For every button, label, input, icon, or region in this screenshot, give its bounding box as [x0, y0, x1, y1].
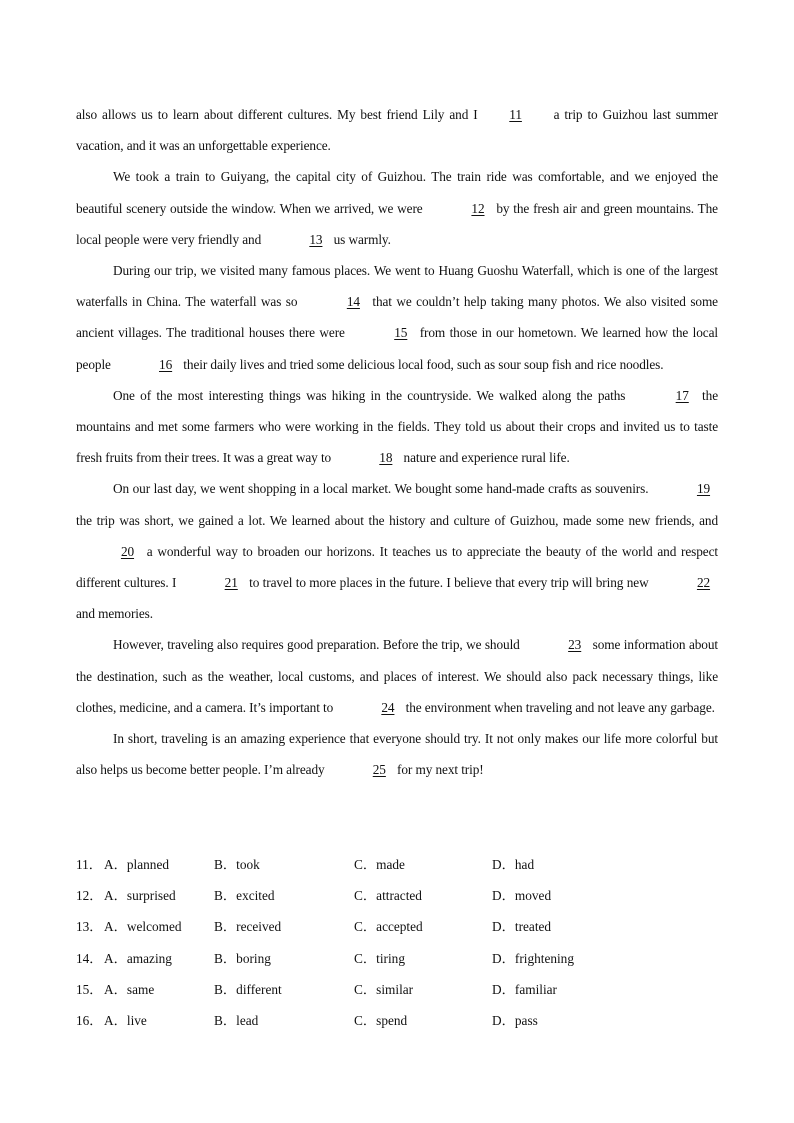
passage-text: the mountains and met some farmers who were working in the fields. They told us about their crops and invited us to taste fresh fruits from their trees. It was a great way to	[76, 387, 718, 466]
blank-17: 17	[675, 387, 689, 403]
option-c[interactable]: C．made	[354, 857, 405, 873]
blank-20: 20	[120, 543, 135, 559]
paragraph-4	[76, 380, 718, 474]
option-a[interactable]: A．amazing	[104, 950, 172, 966]
option-b[interactable]: B．excited	[214, 888, 275, 904]
option-c[interactable]: C．attracted	[354, 888, 422, 904]
passage-text: the environment when traveling and not leave any garbage.	[402, 699, 715, 715]
paragraph-2	[76, 161, 718, 255]
option-b[interactable]: B．received	[214, 919, 282, 935]
option-d[interactable]: D．pass	[492, 1013, 538, 1029]
blank-19: 19	[696, 481, 711, 497]
passage-text: their daily lives and tried some delicious local food, such as sour soup fish and rice noodles.	[180, 356, 664, 372]
passage-text: nature and experience rural life.	[400, 450, 570, 466]
blank-11: 11	[509, 107, 522, 122]
option-b[interactable]: B．lead	[214, 1013, 259, 1029]
question-row-15	[76, 973, 718, 1004]
option-b[interactable]: B．boring	[214, 950, 271, 966]
passage-text: One of the most interesting things was hiking in the countryside. We walked along the paths	[113, 387, 631, 403]
option-c[interactable]: C．tiring	[354, 950, 405, 966]
option-d[interactable]: D．treated	[492, 919, 552, 935]
passage-text: some information about the destination, such as the weather, local customs, and places of interest. We should also pack necessary things, like clothes, medicine, and a camera. It’s important to	[76, 637, 718, 715]
passage-text: In short, traveling is an amazing experience that everyone should try. It not only makes our life more colorful but also helps us become better people. I’m already	[76, 731, 718, 778]
question-number: 12．	[76, 888, 103, 904]
passage-text: a wonderful way to broaden our horizons. It teaches us to appreciate the beauty of the world and respect different cultures. I	[76, 543, 718, 591]
passage-text: a trip to Guizhou last summer vacation, and it was an unforgettable experience.	[76, 107, 718, 154]
option-d[interactable]: D．frightening	[492, 950, 574, 966]
option-d[interactable]: D．had	[492, 857, 535, 873]
blank-18: 18	[379, 450, 393, 466]
passage-text: that we couldn’t help taking many photos. We also visited some ancient villages. The traditional houses there were	[76, 294, 718, 341]
passage-text: On our last day, we went shopping in a local market. We bought some hand-made crafts as souvenirs.	[113, 481, 652, 497]
option-a[interactable]: A．welcomed	[104, 919, 182, 935]
question-row-12	[76, 879, 718, 910]
question-row-16	[76, 1004, 718, 1035]
question-number: 11．	[76, 857, 103, 873]
blank-13: 13	[309, 231, 323, 247]
question-row-13	[76, 910, 718, 941]
blank-25: 25	[372, 762, 386, 778]
passage-text: During our trip, we visited many famous places. We went to Huang Guoshu Waterfall, which is one of the largest waterfalls in China. The waterfall was so	[76, 263, 718, 310]
blank-12: 12	[471, 200, 485, 216]
question-number: 13．	[76, 919, 103, 935]
passage-text: by the fresh air and green mountains. The local people were very friendly and	[76, 200, 718, 247]
passage-text: and memories.	[76, 606, 153, 622]
blank-15: 15	[394, 325, 408, 341]
paragraph-6	[76, 629, 718, 723]
question-row-11	[76, 848, 718, 879]
passage-text: us warmly.	[330, 231, 391, 247]
blank-16: 16	[159, 356, 173, 372]
question-number: 14．	[76, 950, 103, 966]
paragraph-1	[76, 99, 718, 161]
option-c[interactable]: C．spend	[354, 1013, 408, 1029]
passage-text: However, traveling also requires good preparation. Before the trip, we should	[113, 637, 524, 653]
option-c[interactable]: C．similar	[354, 981, 414, 997]
option-a[interactable]: A．live	[104, 1013, 147, 1029]
paragraph-5	[76, 473, 718, 629]
option-b[interactable]: B．different	[214, 981, 282, 997]
passage-text: to travel to more places in the future. I believe that every trip will bring new	[245, 575, 652, 591]
option-a[interactable]: A．surprised	[104, 888, 176, 904]
option-a[interactable]: A．planned	[104, 857, 169, 873]
blank-23: 23	[568, 637, 582, 653]
paragraph-3	[76, 255, 718, 380]
blank-14: 14	[346, 294, 360, 310]
question-row-14	[76, 942, 718, 973]
blank-21: 21	[224, 575, 238, 591]
option-a[interactable]: A．same	[104, 981, 155, 997]
paragraph-7	[76, 723, 718, 785]
blank-24: 24	[381, 699, 395, 715]
answer-options	[76, 848, 718, 1035]
cloze-passage	[76, 99, 718, 785]
option-c[interactable]: C．accepted	[354, 919, 423, 935]
option-b[interactable]: B．took	[214, 857, 260, 873]
passage-text: We took a train to Guiyang, the capital city of Guizhou. The train ride was comfortable, and we enjoyed the beautiful scenery outside the window. When we arrived, we were	[76, 169, 718, 216]
question-number: 16．	[76, 1013, 103, 1029]
passage-text: for my next trip!	[393, 762, 484, 778]
blank-22: 22	[696, 575, 711, 591]
option-d[interactable]: D．familiar	[492, 981, 557, 997]
option-d[interactable]: D．moved	[492, 888, 552, 904]
passage-text: the trip was short, we gained a lot. We learned about the history and culture of Guizhou, made some new friends, and	[76, 512, 718, 528]
question-number: 15．	[76, 981, 103, 997]
passage-text: from those in our hometown. We learned how the local people	[76, 325, 718, 372]
passage-text: also allows us to learn about different cultures. My best friend Lily and I	[76, 107, 483, 122]
